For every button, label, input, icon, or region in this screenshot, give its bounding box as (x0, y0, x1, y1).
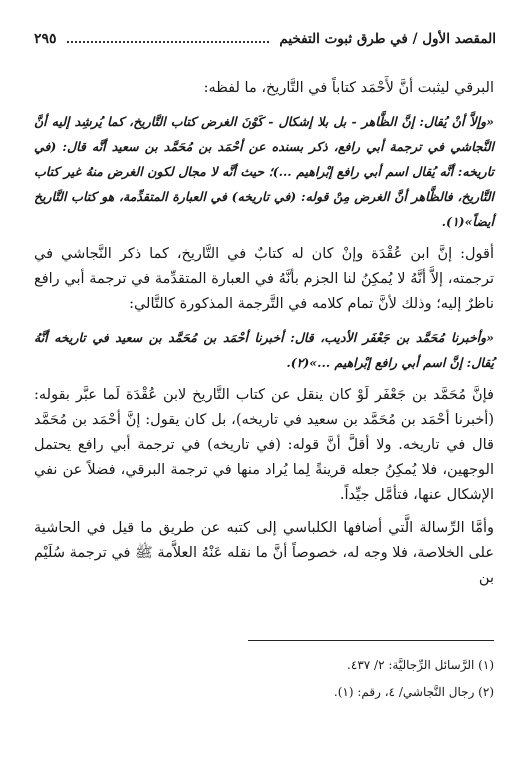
header-dot-leader (67, 41, 270, 43)
footnote-1: (١) الرَّسائل الرِّجاليَّة: ٢/ ٤٣٧. (347, 658, 494, 672)
footnotes (34, 652, 494, 706)
paragraph-intro: البرقي ليثبت أنَّ لأَحْمَد كتاباً في التَّاريخ، ما لفظه: (203, 80, 494, 96)
block-quote-najashi: «وأخبرنا مُحَمَّد بن جَعْفَر الأديب، قال: أخبرنا أحْمَد بن مُحَمَّد بن سعيد في تاريخه أنَّهُ يُقال: إنَّ اسم أبي رافع إبْراهيم ...»(٢). (34, 330, 494, 370)
paragraph-argument: فإنَّ مُحَمَّد بن جَعْفَر لَوْ كان ينقل عن كتاب التَّاريخ لابن عُقْدَة لَما عبَّر بقوله: (أخبرنا أحْمَد بن مُحَمَّد بن سعيد في تاريخه)، بل كان يقول: إنَّ أحْمَد بن مُحَمَّد قال في تاريخه. ولا أقلَّ أنَّ قوله: (في تاريخه) في ترجمة أبي رافع يحتمل الوجهين، فلا يُمكِنُ جعله قرينةً لِما يُراد منها في ترجمة البرقي، فضلاً عن نفي الإشكال عنها، فتأمَّل جيِّداً. (34, 387, 494, 503)
page-number: ٢٩٥ (34, 31, 57, 47)
header-title: المقصد الأول / في طرق ثبوت التفخيم (279, 31, 496, 47)
paragraph-risala: وأمَّا الرِّسالة الَّتي أضافها الكلباسي إلى كتبه عن طريق ما قيل في الحاشية على الخلاصة، فلا وجه له، خصوصاً أنَّ ما نقله عَنْهُ العلاَّمة ﷺ في ترجمة سُلَيْم بن (34, 520, 494, 586)
running-header (34, 28, 496, 50)
footnote-2: (٢) رجال النَّجاشي/ ٤، رقم: (١). (333, 685, 494, 699)
page-body (34, 76, 494, 599)
paragraph-aqul: أقول: إنَّ ابن عُقْدَة وإنْ كان له كتابٌ في التَّاريخ، كما ذكر النَّجاشي في ترجمته، إلاَّ أنَّهُ لا يُمكِنُ لنا الجزم بأنَّهُ في العبارة المتقدِّمة في ترجمة أبي رافع ناظرٌ إليه؛ وذلك لأنَّ تمام كلامه في التَّرجمة المذكورة كالتَّالي: (34, 246, 494, 312)
block-quote-barqi: «وإلاَّ أنْ يُقال: إنَّ الظَّاهر - بل بلا إشكال - كَوْنَ الغرض كتاب التَّاريخ، كما يُرشِد إليه أنَّ النَّجاشي في ترجمة أبي رافع، ذكر بسنده عن أحْمَد بن مُحَمَّد بن سعيد أنَّه قال: (في تاريخه: أنَّه يُقال اسم أبي رافع إبْراهيم ...)؛ حيث أنَّه لا مجال لكون الغرض منهُ غير كتاب التَّاريخ، فالظَّاهر أنَّ الغرض مِنْ قوله: (في تاريخه) في العبارة المتقدِّمة، هو كتاب التَّاريخ أيضاً»(١). (34, 114, 494, 229)
footnote-separator (248, 640, 494, 641)
